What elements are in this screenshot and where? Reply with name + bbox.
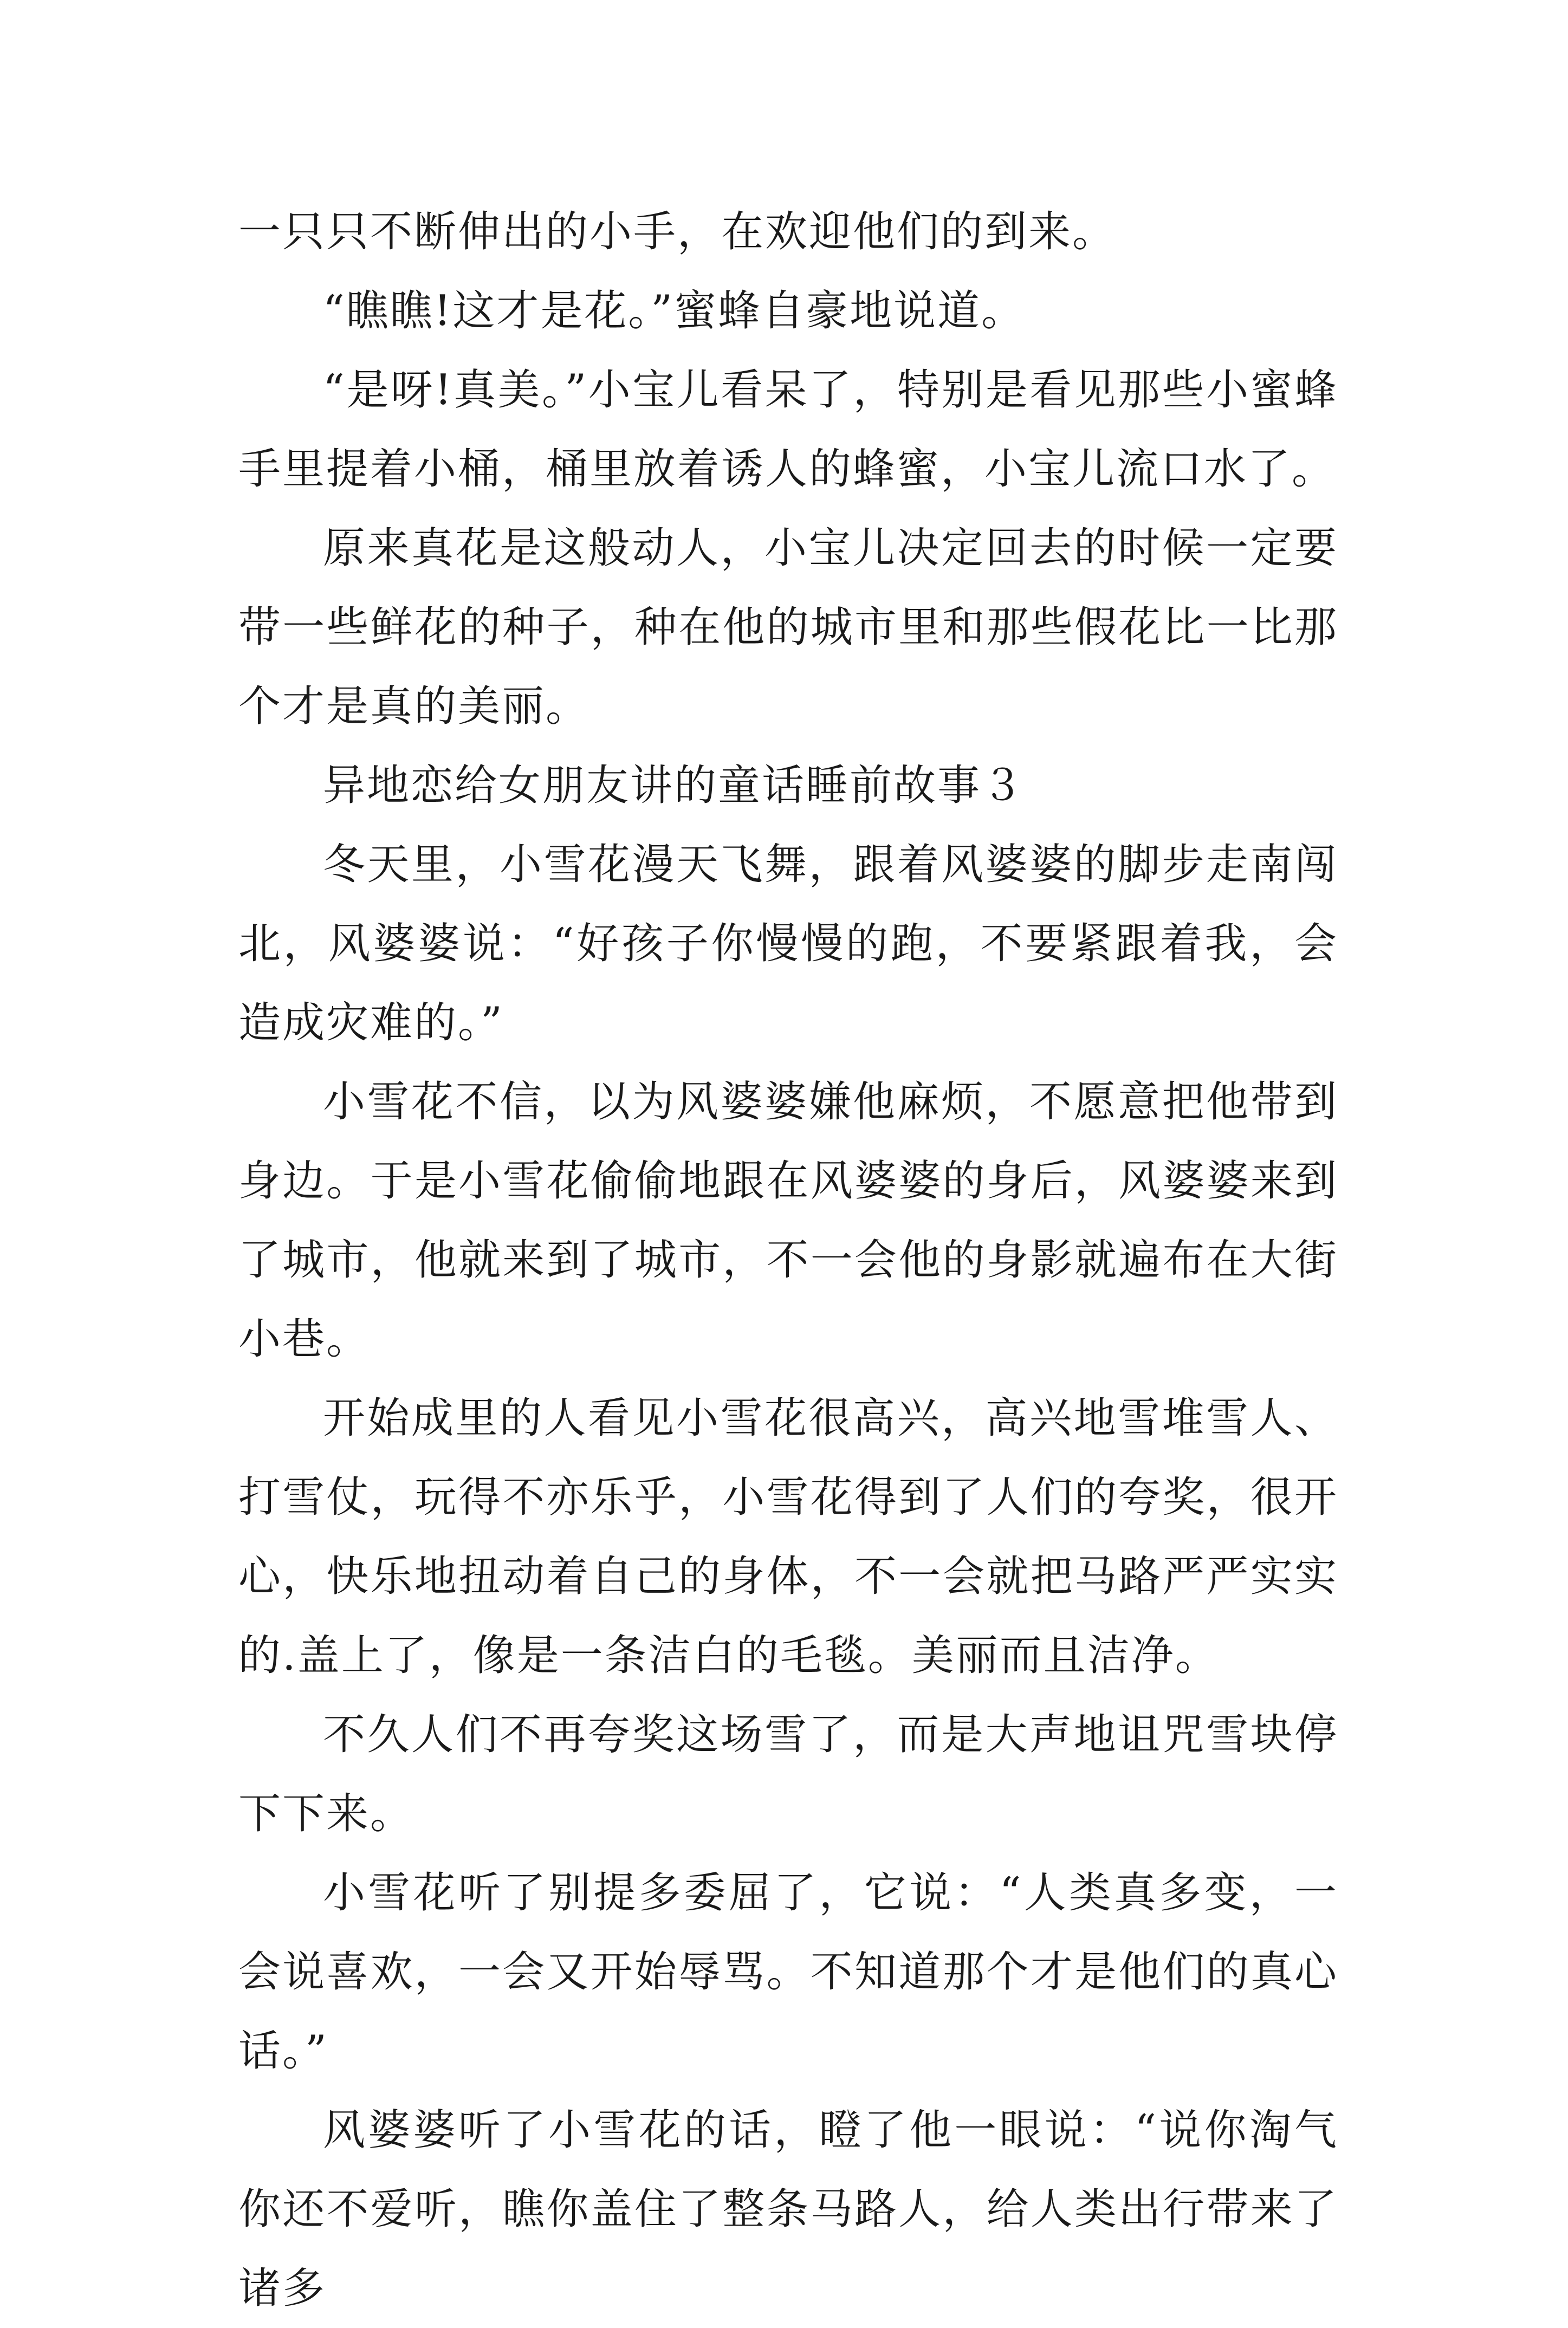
document-body (238, 192, 1338, 2328)
section-heading: 异地恋给女朋友讲的童话睡前故事３ (323, 761, 1026, 810)
paragraph: 小雪花不信，以为风婆婆嫌他麻烦，不愿意把他带到身边。于是小雪花偷偷地跟在风婆婆的身后，风婆婆来到了城市，他就来到了城市，不一会他的身影就遍布在大街小巷。 (238, 1078, 1338, 1364)
paragraph: 不久人们不再夸奖这场雪了，而是大声地诅咒雪块停下下来。 (238, 1710, 1338, 1838)
paragraph: 一只只不断伸出的小手，在欢迎他们的到来。 (238, 207, 1117, 256)
paragraph: “是呀!真美。”小宝儿看呆了，特别是看见那些小蜜蜂手里提着小桶，桶里放着诱人的蜂蜜，小宝儿流口水了。 (238, 366, 1338, 494)
paragraph: 开始成里的人看见小雪花很高兴，高兴地雪堆雪人、打雪仗，玩得不亦乐乎，小雪花得到了人们的夸奖，很开心，快乐地扭动着自己的身体，不一会就把马路严严实实的.盖上了，像是一条洁白的毛毯。美丽而且洁净。 (238, 1394, 1338, 1680)
paragraph: 冬天里，小雪花漫天飞舞，跟着风婆婆的脚步走南闯北，风婆婆说：“好孩子你慢慢的跑，不要紧跟着我，会造成灾难的。” (238, 840, 1338, 1047)
paragraph: 原来真花是这般动人，小宝儿决定回去的时候一定要带一些鲜花的种子，种在他的城市里和那些假花比一比那个才是真的美丽。 (238, 524, 1338, 731)
paragraph: 风婆婆听了小雪花的话，瞪了他一眼说：“说你淘气你还不爱听，瞧你盖住了整条马路人，给人类出行带来了诸多 (238, 2106, 1338, 2313)
paragraph: “瞧瞧!这才是花。”蜜蜂自豪地说道。 (323, 287, 1026, 335)
paragraph: 小雪花听了别提多委屈了，它说：“人类真多变，一会说喜欢，一会又开始辱骂。不知道那个才是他们的真心话。” (238, 1869, 1338, 2076)
